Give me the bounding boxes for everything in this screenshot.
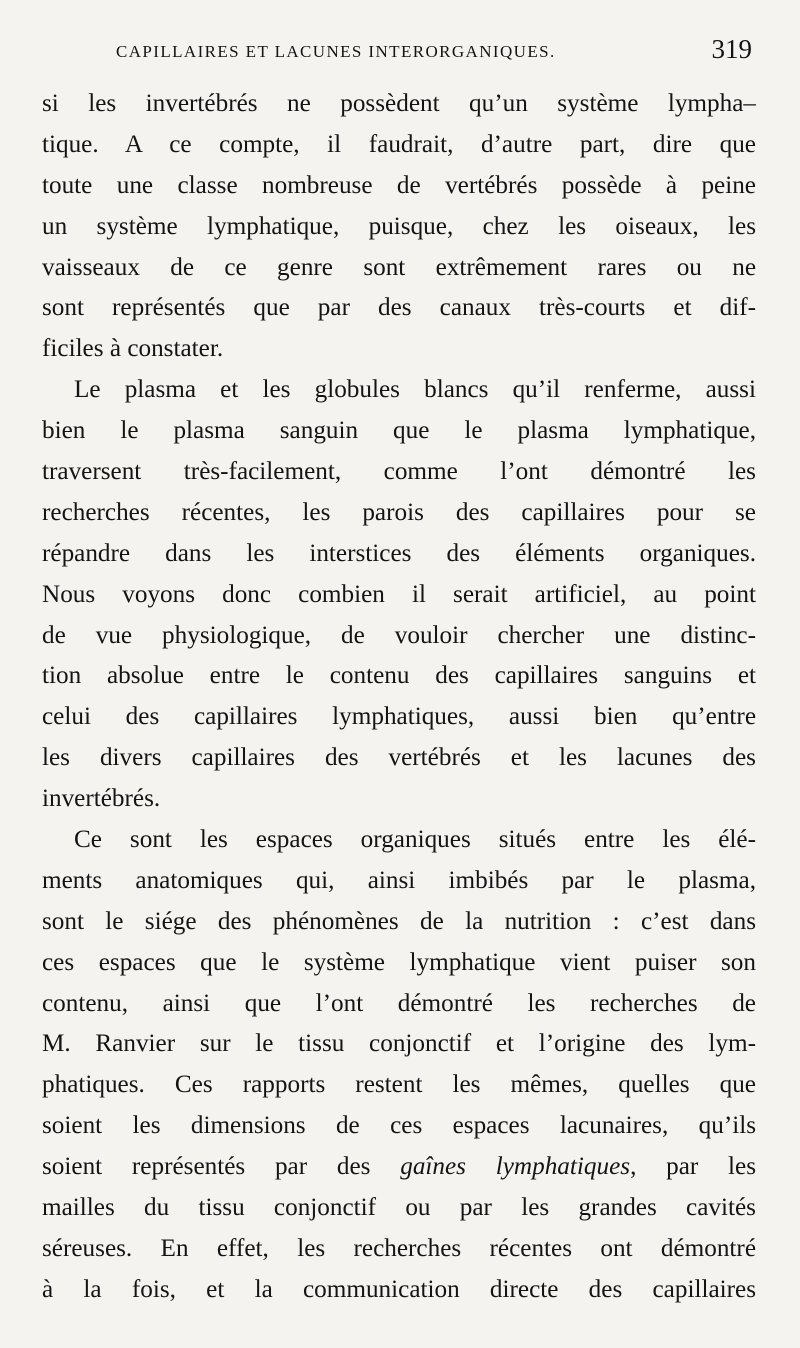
paragraph-1 [42, 84, 756, 370]
text-segment: soient représentés par des [42, 1153, 401, 1181]
running-title: CAPILLAIRES ET LACUNES INTERORGANIQUES. [116, 42, 556, 61]
text-line: contenu, ainsi que l’ont démontré les recherches de [42, 989, 756, 1017]
text-line: invertébrés. [42, 785, 161, 813]
page-number: 319 [711, 34, 752, 64]
text-line: recherches récentes, les parois des capillaires pour se [42, 498, 756, 526]
text-line-with-italic [42, 1147, 756, 1188]
text-line: si les invertébrés ne possèdent qu’un système lympha– [42, 90, 756, 117]
text-line: séreuses. En effet, les recherches récentes ont démontré [42, 1234, 756, 1262]
text-line: phatiques. Ces rapports restent les mêmes, quelles que [42, 1071, 756, 1099]
text-line: M. Ranvier sur le tissu conjonctif et l’origine des lym- [42, 1030, 756, 1058]
text-line: bien le plasma sanguin que le plasma lymphatique, [42, 417, 756, 445]
text-segment: , par les [630, 1153, 756, 1181]
text-line: toute une classe nombreuse de vertébrés possède à peine [42, 171, 756, 199]
text-line: les divers capillaires des vertébrés et les lacunes des [42, 744, 756, 772]
paragraph-3 [42, 820, 756, 1311]
text-line: un système lymphatique, puisque, chez les oiseaux, les [42, 212, 756, 240]
text-line: à la fois, et la communication directe des capillaires [42, 1275, 756, 1303]
text-line: tique. A ce compte, il faudrait, d’autre part, dire que [42, 130, 756, 158]
text-line: ces espaces que le système lymphatique vient puiser son [42, 948, 756, 976]
text-line: soient les dimensions de ces espaces lacunaires, qu’ils [42, 1112, 756, 1140]
running-header [42, 30, 756, 74]
text-line: vaisseaux de ce genre sont extrêmement rares ou ne [42, 253, 756, 281]
text-line: mailles du tissu conjonctif ou par les grandes cavités [42, 1194, 756, 1222]
text-line: de vue physiologique, de vouloir chercher une distinc- [42, 621, 756, 649]
text-line: ficiles à constater. [42, 335, 224, 363]
text-line: traversent très-facilement, comme l’ont démontré les [42, 458, 756, 486]
text-line: tion absolue entre le contenu des capillaires sanguins et [42, 662, 756, 690]
text-line: sont représentés que par des canaux très-courts et dif- [42, 294, 756, 322]
text-line: ments anatomiques qui, ainsi imbibés par le plasma, [42, 866, 756, 894]
text-line: Le plasma et les globules blancs qu’il renferme, aussi [74, 376, 756, 404]
text-line: Ce sont les espaces organiques situés entre les élé- [74, 826, 756, 854]
text-line: Nous voyons donc combien il serait artificiel, au point [42, 580, 756, 608]
body-text [42, 84, 756, 1311]
text-line: répandre dans les interstices des éléments organiques. [42, 539, 756, 567]
paragraph-2 [42, 370, 756, 820]
text-line: sont le siége des phénomènes de la nutrition : c’est dans [42, 907, 756, 935]
text-line: celui des capillaires lymphatiques, aussi bien qu’entre [42, 703, 756, 731]
italic-term: gaînes lymphatiques [400, 1153, 631, 1181]
